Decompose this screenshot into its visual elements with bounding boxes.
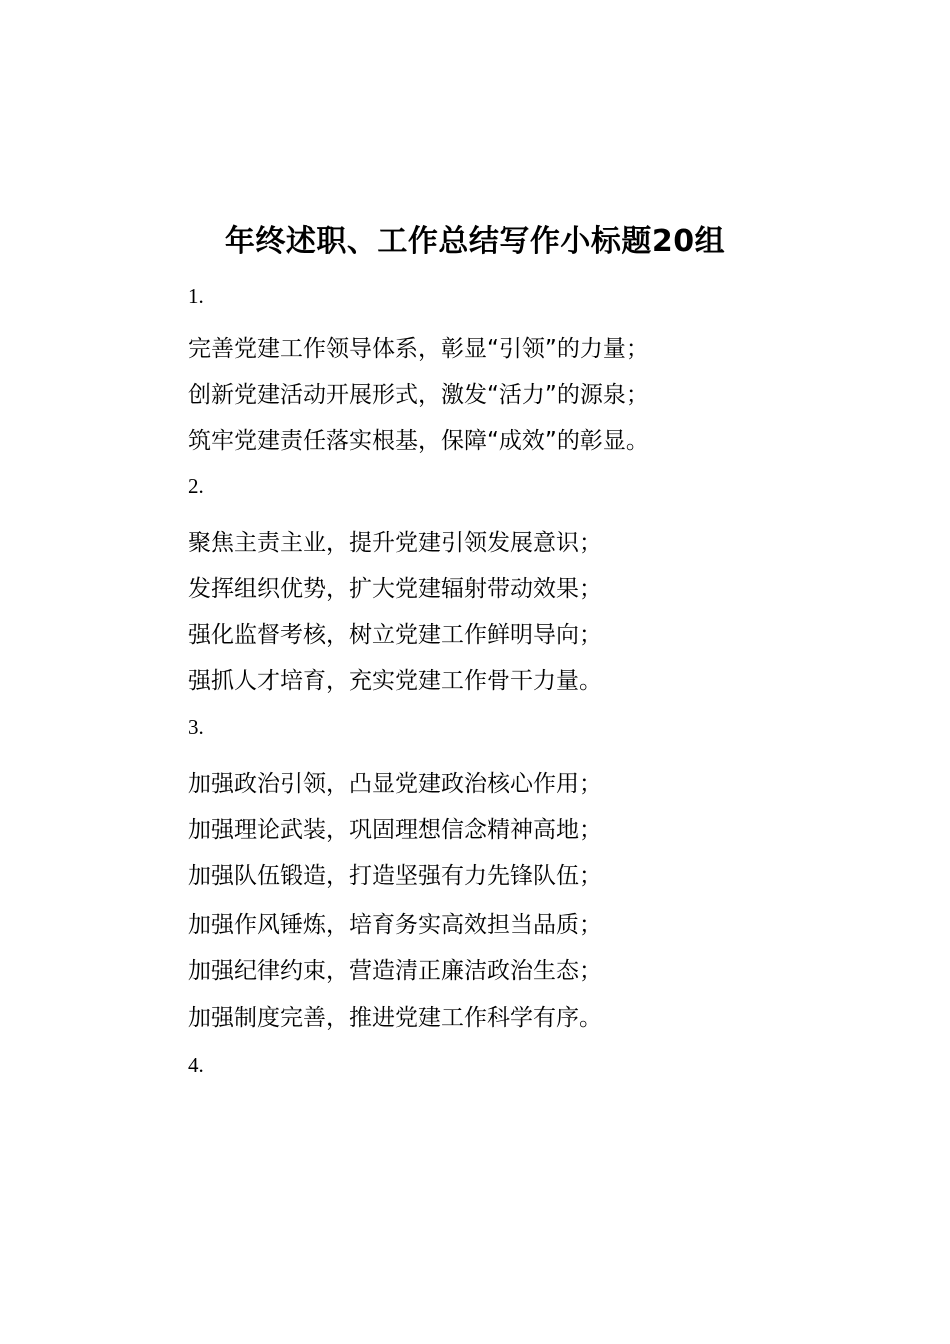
group-number: 3. bbox=[188, 715, 204, 739]
group-line: 加强政治引领，凸显党建政治核心作用； bbox=[188, 771, 602, 797]
group-line: 加强理论武装，巩固理想信念精神高地； bbox=[188, 817, 602, 843]
group-line: 筑牢党建责任落实根基，保障“成效”的彰显。 bbox=[188, 428, 649, 454]
group-line: 加强作风锤炼，培育务实高效担当品质； bbox=[188, 912, 602, 938]
group-number: 1. bbox=[188, 284, 204, 308]
group-number: 2. bbox=[188, 474, 204, 498]
document-title: 年终述职、工作总结写作小标题20组 bbox=[224, 224, 726, 259]
group-line: 聚焦主责主业，提升党建引领发展意识； bbox=[188, 530, 602, 556]
group-line: 发挥组织优势，扩大党建辐射带动效果； bbox=[188, 576, 602, 602]
group-line: 创新党建活动开展形式，激发“活力”的源泉； bbox=[188, 382, 649, 408]
group-line: 加强制度完善，推进党建工作科学有序。 bbox=[188, 1005, 602, 1031]
group-line: 加强队伍锻造，打造坚强有力先锋队伍； bbox=[188, 863, 602, 889]
group-line: 完善党建工作领导体系，彰显“引领”的力量； bbox=[188, 336, 649, 362]
group-line: 加强纪律约束，营造清正廉洁政治生态； bbox=[188, 958, 602, 984]
group-number: 4. bbox=[188, 1053, 204, 1077]
group-line: 强抓人才培育，充实党建工作骨干力量。 bbox=[188, 668, 602, 694]
group-line: 强化监督考核，树立党建工作鲜明导向； bbox=[188, 622, 602, 648]
